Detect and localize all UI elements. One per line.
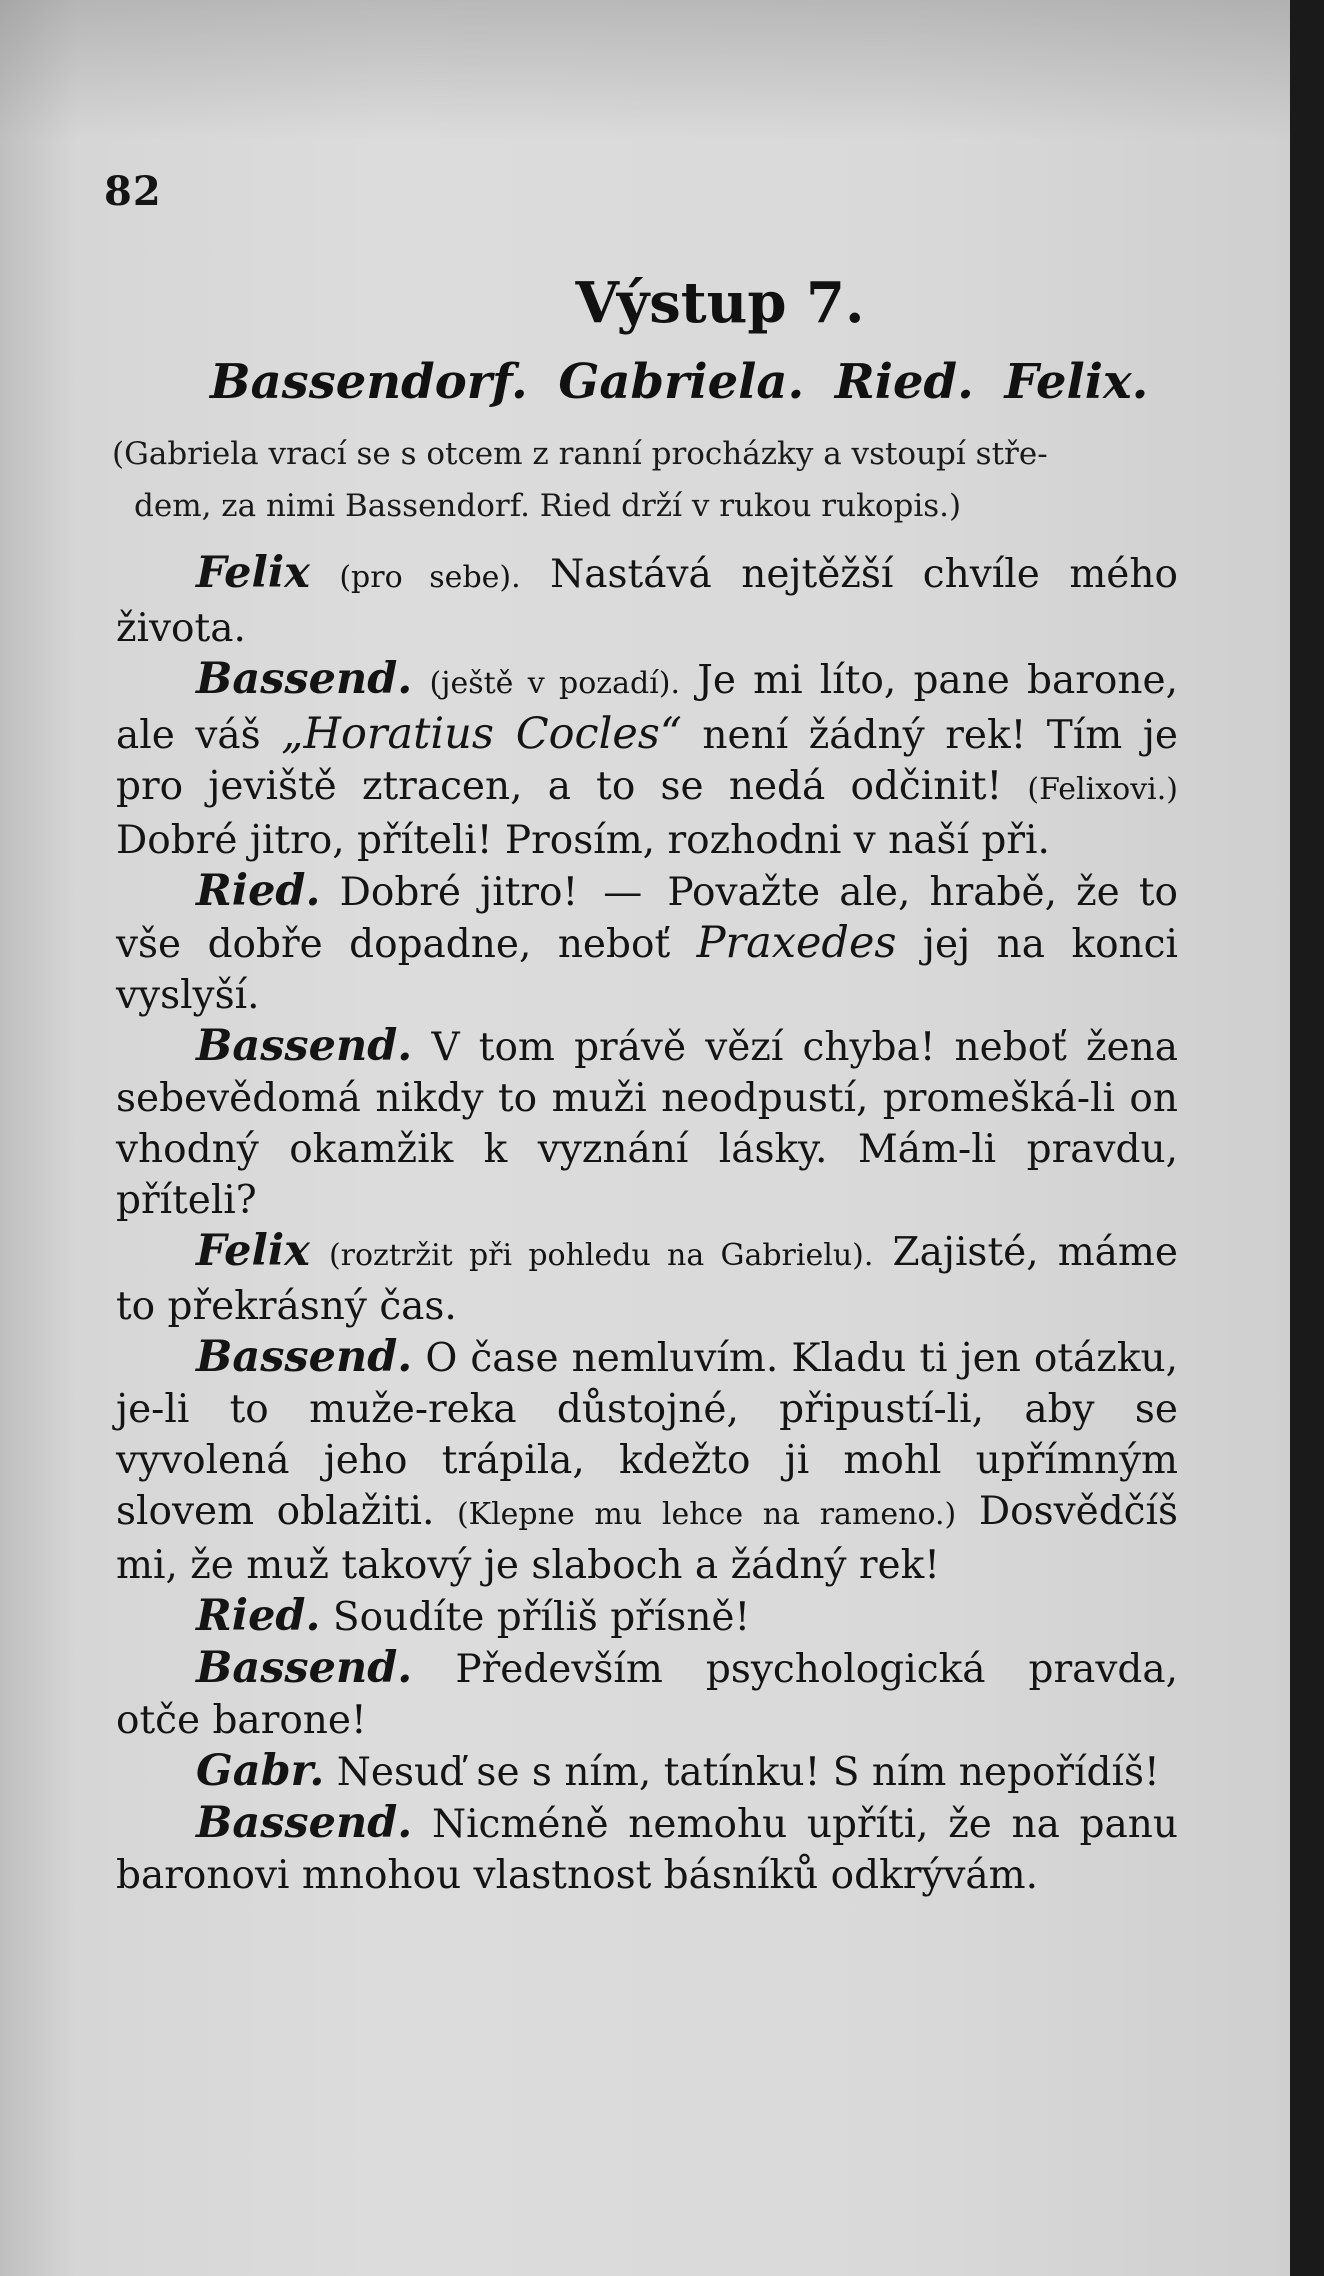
stage-direction-line: (Gabriela vrací se s otcem z ranní procházky a vstoupí stře-	[112, 436, 1048, 472]
speech-text: Především psychologická pravda, otče barone!	[116, 1647, 1178, 1743]
speaker-name: Bassend.	[196, 1643, 413, 1693]
speaker-name: Bassend.	[196, 1798, 413, 1848]
speech-text: Považte ale, hrabě, že to vše dobře dopadne, neboť	[116, 870, 1178, 967]
page-number: 82	[104, 168, 162, 215]
speaker-name: Bassend.	[196, 1332, 413, 1382]
stage-note: (ještě v pozadí).	[429, 666, 681, 701]
speech-text: Dobré jitro!	[339, 870, 579, 915]
speaker-name: Felix	[196, 548, 310, 598]
speaker-name: Ried.	[196, 866, 321, 916]
speech-text: Je mi líto, pane barone, ale váš	[116, 658, 1178, 758]
speech-text: jej na konci vyslyší.	[116, 922, 1178, 1018]
cast-list: Bassendorf. Gabriela. Ried. Felix.	[210, 354, 1149, 410]
speech-text: Zajisté, máme to překrásný čas.	[116, 1230, 1178, 1329]
speech-text: není žádný rek! Tím je pro jeviště ztracen, a to se nedá odčinit!	[116, 713, 1178, 809]
speech-text: O čase nemluvím. Kladu ti jen otázku, je-li to muže-reka důstojné, připustí-li, aby se vyvolená jeho trápila, kdežto ji mohl upřímným slovem oblažiti.	[116, 1336, 1178, 1534]
speech	[116, 1798, 1178, 1901]
stage-direction-line: dem, za nimi Bassendorf. Ried drží v rukou rukopis.)	[134, 488, 962, 524]
speech-text: Dosvědčíš mi, že muž takový je slaboch a žádný rek!	[116, 1489, 1178, 1588]
speaker-name: Felix	[196, 1226, 310, 1276]
scene-title: Výstup 7.	[575, 270, 865, 336]
speech	[116, 548, 1178, 654]
em-dash: —	[603, 870, 643, 915]
speech	[116, 654, 1178, 866]
speech-text: Nastává nejtěžší chvíle mého života.	[116, 552, 1178, 651]
speaker-name: Bassend.	[196, 654, 413, 704]
speaker-name: Gabr.	[196, 1746, 325, 1796]
speech-text: Nicméně nemohu upříti, že na panu baronovi mnohou vlastnost básníků odkrývám.	[116, 1802, 1178, 1898]
speaker-name: Bassend.	[196, 1021, 413, 1071]
speaker-name: Ried.	[196, 1591, 321, 1641]
stage-direction	[112, 428, 1182, 532]
speech-text: Dobré jitro, příteli! Prosím, rozhodni v naší při.	[116, 818, 1050, 863]
speech	[116, 1021, 1178, 1226]
speech	[116, 1643, 1178, 1746]
stage-note: (roztržit při pohledu na Gabrielu).	[328, 1238, 874, 1273]
stage-note: (Felixovi.)	[1027, 772, 1178, 807]
speech-text: V tom právě vězí chyba! neboť žena sebevědomá nikdy to muži neodpustí, promešká-li on vhodný okamžik k vyznání lásky. Mám-li pravdu, příteli?	[116, 1025, 1179, 1223]
dialogue	[116, 548, 1178, 1901]
play-title: „Horatius Cocles“	[281, 709, 682, 759]
stage-note: (Klepne mu lehce na rameno.)	[456, 1497, 957, 1532]
speech	[116, 1226, 1178, 1332]
speech	[116, 1746, 1178, 1798]
speech	[116, 866, 1178, 1021]
stage-note: (pro sebe).	[339, 560, 521, 595]
speech-text: Soudíte příliš přísně!	[332, 1595, 751, 1640]
speech	[116, 1332, 1178, 1591]
speech-text: Nesuď se s ním, tatínku! S ním nepořídíš!	[336, 1750, 1160, 1795]
character-name: Praxedes	[696, 918, 897, 968]
speech	[116, 1591, 1178, 1643]
